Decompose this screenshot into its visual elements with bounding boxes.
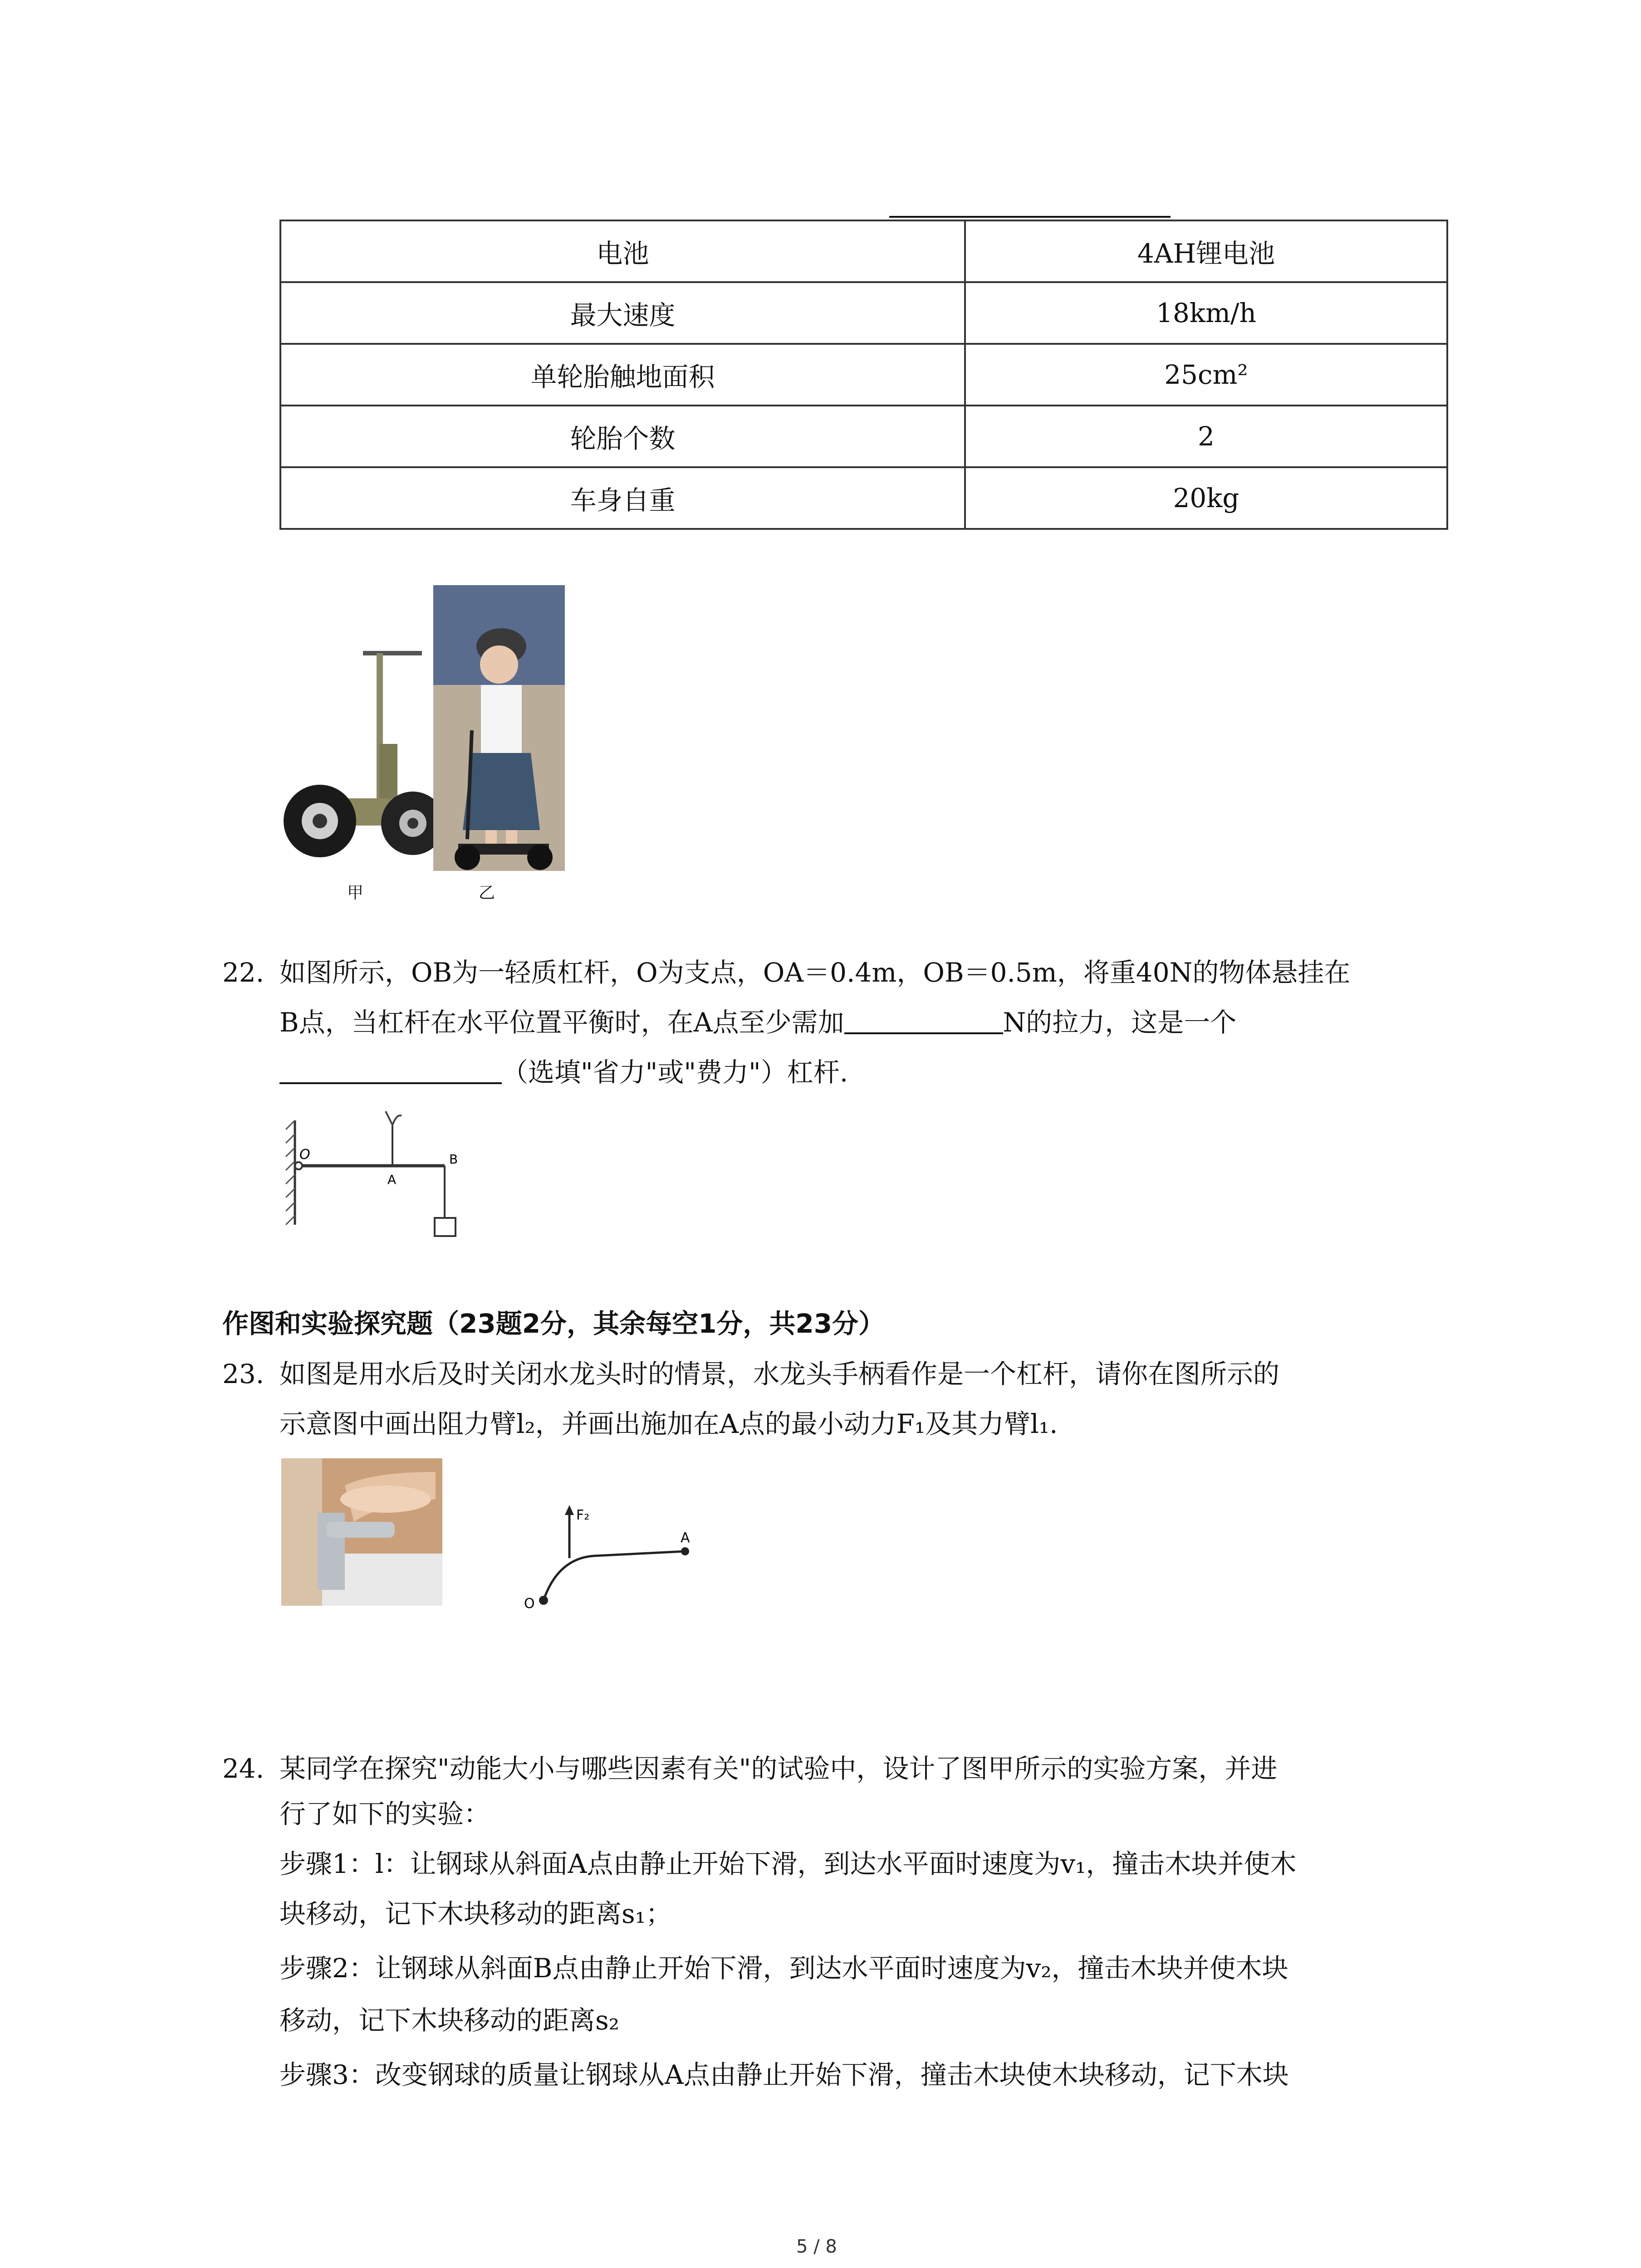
spec-value: 4AH锂电池: [965, 220, 1447, 282]
spec-row: [280, 220, 1447, 282]
lever-figure: [277, 1107, 467, 1238]
top-rule: [889, 216, 1171, 218]
spec-label: 单轮胎触地面积: [280, 344, 965, 406]
page-number: 5 / 8: [796, 2236, 837, 2257]
spec-value: 2: [965, 406, 1447, 467]
force-diagram: [522, 1497, 712, 1615]
q24-line-6: 步骤3：改变钢球的质量让钢球从A点由静止开始下滑，撞击木块使木块移动，记下木块: [279, 2059, 1289, 2090]
spec-label: 轮胎个数: [280, 406, 965, 467]
q22-line1: 如图所示，OB为一轻质杠杆，O为支点，OA＝0.4m，OB＝0.5m，将重40N的物体悬挂在: [279, 957, 1351, 988]
faucet-photo: [281, 1458, 442, 1606]
q22-blank-type[interactable]: [279, 1055, 502, 1084]
label-a2: A: [681, 1530, 690, 1546]
q23-line2: 示意图中画出阻力臂l₂，并画出施加在A点的最小动力F₁及其力臂l₁.: [279, 1408, 1058, 1439]
q24-line-2: 步骤1：l：让钢球从斜面A点由静止开始下滑，到达水平面时速度为v₁，撞击木块并使木: [279, 1848, 1297, 1879]
q22-line3: [279, 1048, 848, 1097]
spec-row: [280, 344, 1447, 406]
spec-row: [280, 467, 1447, 529]
q24-line-4: 步骤2：让钢球从斜面B点由静止开始下滑，到达水平面时速度为v₂，撞击木块并使木块: [279, 1953, 1288, 1984]
q22-line2: [279, 998, 1236, 1047]
label-o2: O: [524, 1596, 535, 1612]
spec-label: 最大速度: [280, 282, 965, 344]
label-a: A: [387, 1172, 397, 1187]
caption-yi: 乙: [479, 884, 495, 902]
scooter-image: [284, 653, 445, 857]
spec-row: [280, 282, 1447, 344]
q23-line1: 如图是用水后及时关闭水龙头时的情景，水龙头手柄看作是一个杠杆，请你在图所示的: [279, 1359, 1280, 1389]
q22-line3-text: （选填"省力"或"费力"）杠杆.: [502, 1057, 848, 1088]
spec-row: [280, 406, 1447, 467]
spec-value: 25cm²: [965, 344, 1447, 406]
q23-number: 23.: [222, 1359, 265, 1389]
spec-label: 电池: [280, 220, 965, 282]
q24-line-3: 块移动，记下木块移动的距离s₁；: [279, 1898, 672, 1929]
caption-jia: 甲: [347, 884, 364, 902]
q24-line-1: 行了如下的实验：: [279, 1799, 490, 1829]
spec-label: 车身自重: [280, 467, 965, 529]
scooter-figure: [272, 585, 572, 903]
rider-photo: [433, 585, 565, 871]
label-o: O: [299, 1147, 310, 1163]
q22-number: 22.: [222, 957, 265, 988]
spec-table: [279, 220, 1448, 530]
q22-line2-b: N的拉力，这是一个: [1003, 1007, 1237, 1038]
q22-line2-a: B点，当杠杆在水平位置平衡时，在A点至少需加: [279, 1007, 844, 1038]
label-f2: F₂: [576, 1507, 590, 1523]
q24-line-0: 某同学在探究"动能大小与哪些因素有关"的试验中，设计了图甲所示的实验方案，并进: [279, 1753, 1278, 1784]
q22-blank-force[interactable]: [844, 1005, 1003, 1034]
spec-value: 20kg: [965, 467, 1447, 529]
q24-line-5: 移动，记下木块移动的距离s₂: [279, 2005, 620, 2036]
section-heading: 作图和实验探究题（23题2分，其余每空1分，共23分）: [222, 1308, 885, 1339]
spec-value: 18km/h: [965, 282, 1447, 344]
label-b: B: [449, 1152, 458, 1167]
q24-number: 24.: [222, 1753, 265, 1784]
